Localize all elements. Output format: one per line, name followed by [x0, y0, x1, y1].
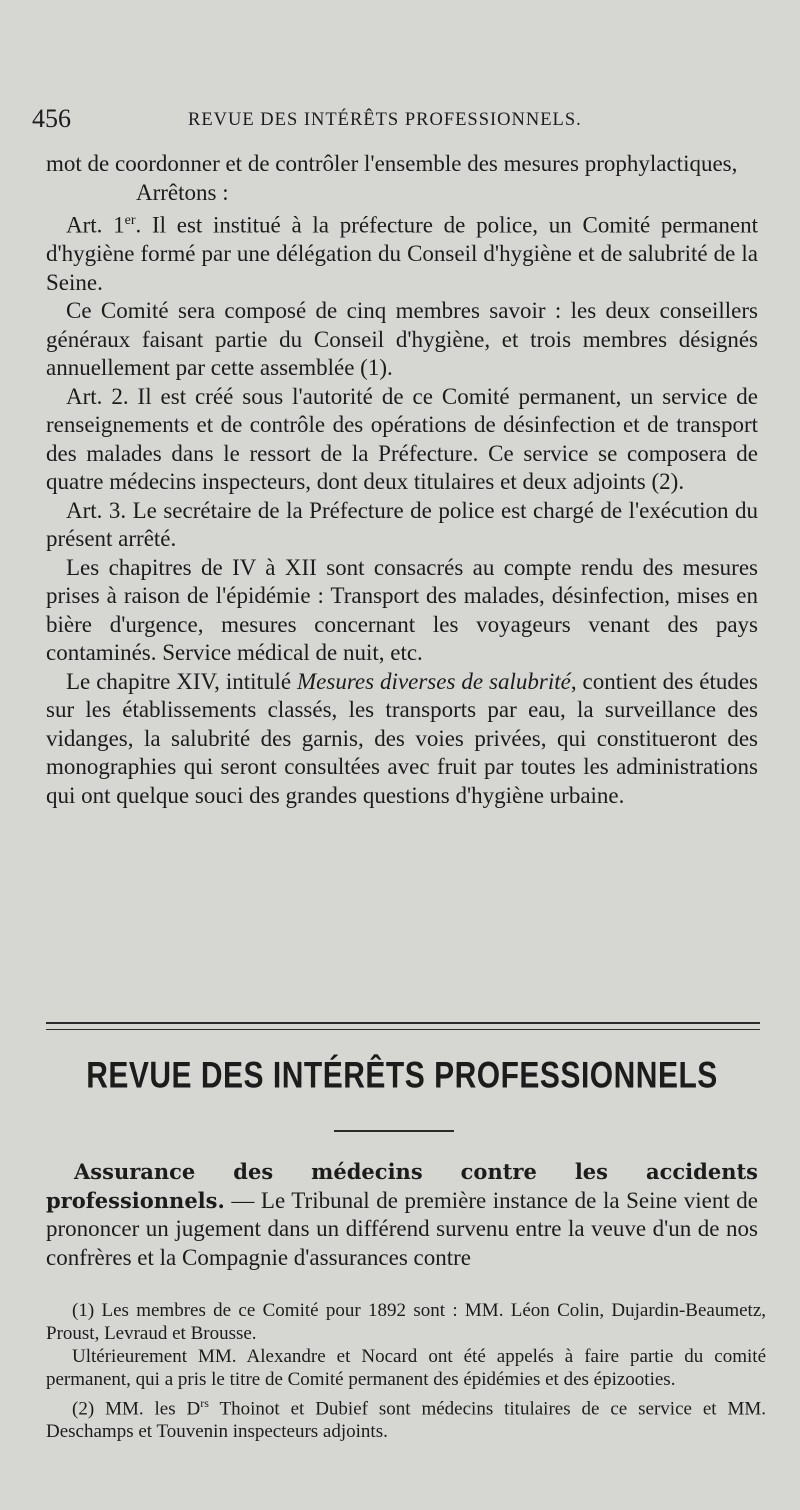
text-run: Thoinot et Dubief sont médecins titulaires de ce service et MM. Deschamps et Touvenin inspecteurs adjoints.	[46, 1398, 767, 1442]
italic-title: Mesures diverses de salubrité	[297, 668, 571, 694]
main-text	[46, 150, 758, 810]
article-lead: Assurance des médecins contre les accidents professionnels.	[46, 1159, 758, 1213]
paragraph-article-3: Art. 3. Le secrétaire de la Préfecture de police est chargé de l'exécution du présent arrêté.	[46, 497, 758, 552]
text-run: Le chapitre XIV, intitulé	[66, 668, 298, 694]
paragraph-article-1	[46, 207, 758, 297]
title-underline	[334, 1130, 454, 1132]
footnote-2	[46, 1392, 766, 1443]
paragraph: mot de coordonner et de contrôler l'ensemble des mesures prophylactiques,	[46, 151, 738, 176]
page-number: 456	[32, 104, 71, 133]
ordinal-superscript: er	[124, 213, 136, 228]
article	[46, 1158, 758, 1272]
running-head: REVUE DES INTÉRÊTS PROFESSIONNELS.	[188, 110, 582, 130]
paragraph	[46, 668, 758, 811]
paragraph-article-2: Art. 2. Il est créé sous l'autorité de ce Comité permanent, un service de renseignements et de contrôle des opérations de désinfection et de transport des malades dans le ressort de la Préfecture. Ce service se composera de quatre médecins inspecteurs, dont deux titulaires et deux adjoints (2).	[46, 383, 758, 495]
article-text: . Il est institué à la préfecture de police, un Comité permanent d'hygiène formé par une délégation du Conseil d'hygiène et de salubrité de la Seine.	[46, 212, 758, 295]
page-header	[32, 104, 757, 140]
footnote-1: (1) Les membres de ce Comité pour 1892 sont : MM. Léon Colin, Dujardin-Beaumetz, Proust, Levraud et Brousse.	[46, 1300, 766, 1344]
section-title: REVUE DES INTÉRÊTS PROFESSIONNELS	[86, 1055, 718, 1097]
superscript: rs	[200, 1396, 209, 1410]
decree-heading: Arrêtons :	[136, 179, 229, 205]
section-divider	[46, 1022, 760, 1030]
article-paragraph	[46, 1158, 758, 1272]
footnotes	[46, 1300, 766, 1444]
article-text: — Le Tribunal de première instance de la Seine vient de prononcer un jugement dans un différend survenu entre la veuve d'un de nos confrères et la Compagnie d'assurances contre	[46, 1187, 758, 1270]
text-run: (2) MM. les D	[72, 1398, 201, 1420]
text-run: , contient des études sur les établissements classés, les transports par eau, la surveillance des vidanges, la salubrité des garnis, des voies privées, qui constitueront des monographies qui seront consultées avec fruit par toutes les administrations qui ont quelque souci des grandes questions d'hygiène urbaine.	[46, 668, 758, 808]
paragraph: Les chapitres de IV à XII sont consacrés au compte rendu des mesures prises à raison de l'épidémie : Transport des malades, désinfection, mises en bière d'urgence, mesures concernant les voyageurs venant des pays contaminés. Service médical de nuit, etc.	[46, 554, 758, 666]
footnote-1-continued: Ultérieurement MM. Alexandre et Nocard ont été appelés à faire partie du comité permanent, qui a pris le titre de Comité permanent des épidémies et des épizooties.	[46, 1346, 766, 1390]
paragraph: Ce Comité sera composé de cinq membres savoir : les deux conseillers généraux faisant partie du Conseil d'hygiène, et trois membres désignés annuellement par cette assemblée (1).	[46, 298, 758, 381]
article-label: Art. 1	[66, 212, 125, 238]
